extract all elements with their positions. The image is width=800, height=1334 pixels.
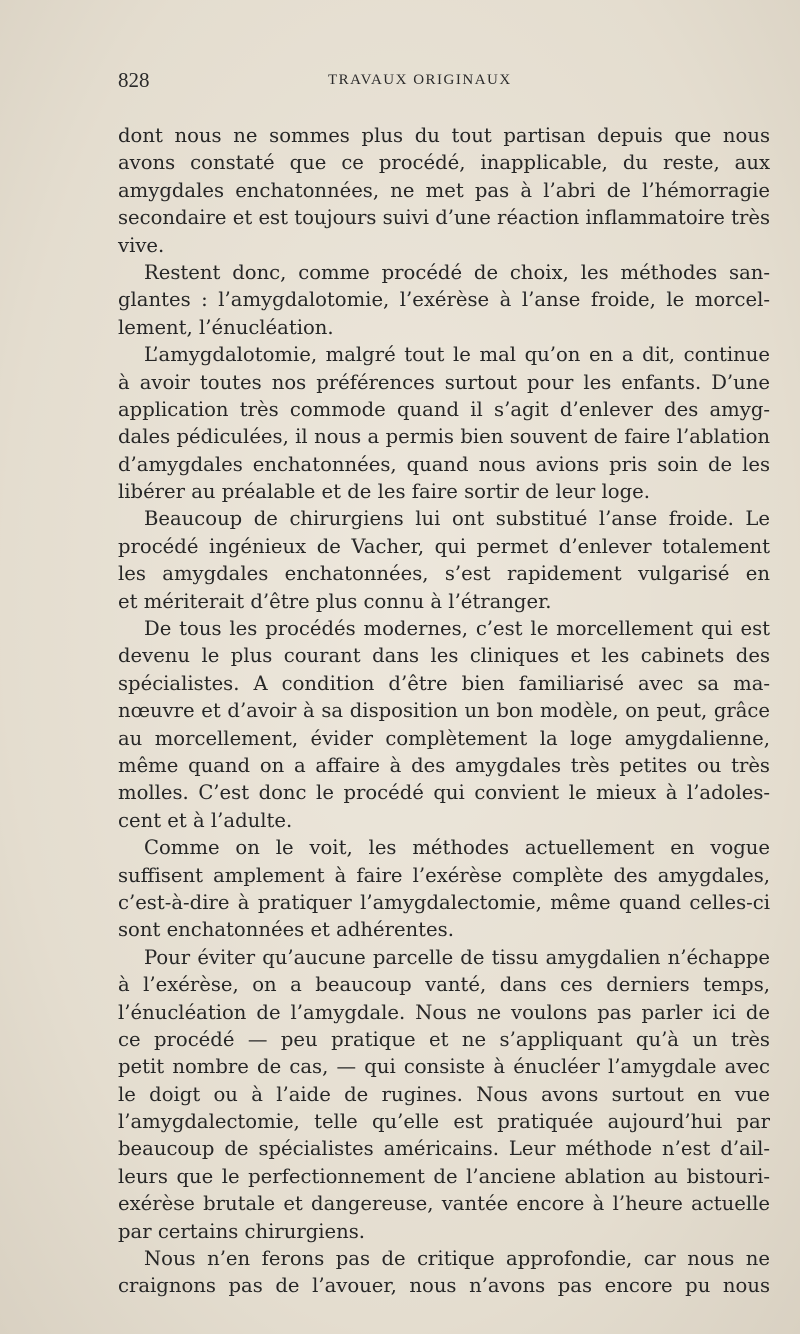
text-line: et mériterait d’être plus connu à l’étranger. xyxy=(118,589,552,613)
text-line: d’amygdales enchatonnées, quand nous avions pris soin de les xyxy=(118,452,770,476)
text-line: sont enchatonnées et adhérentes. xyxy=(118,918,454,942)
text-line: procédé ingénieux de Vacher, qui permet d’enlever totalement xyxy=(118,534,770,558)
text-line: au morcellement, évider complètement la loge amygdalienne, xyxy=(118,726,770,750)
text-line: cent et à l’adulte. xyxy=(118,808,293,832)
text-line: leurs que le perfectionnement de l’anciene ablation au bistouri- xyxy=(118,1164,770,1188)
text-line: L’amygdalotomie, malgré tout le mal qu’on en a dit, continue xyxy=(144,343,770,367)
text-line: secondaire et est toujours suivi d’une réaction inflammatoire très xyxy=(118,206,770,230)
body-text xyxy=(118,122,770,1300)
text-line: l’énucléation de l’amygdale. Nous ne voulons pas parler ici de xyxy=(118,1000,770,1024)
text-line: lement, l’énucléation. xyxy=(118,315,334,339)
text-line: les amygdales enchatonnées, s’est rapidement vulgarisé en xyxy=(118,562,770,586)
text-line: petit nombre de cas, — qui consiste à énucléer l’amygdale avec xyxy=(118,1055,770,1079)
text-line: dont nous ne sommes plus du tout partisan depuis que nous xyxy=(118,124,770,147)
text-line: Pour éviter qu’aucune parcelle de tissu amygdalien n’échappe xyxy=(144,945,770,969)
text-line: dales pédiculées, il nous a permis bien souvent de faire l’ablation xyxy=(118,425,770,449)
text-line: molles. C’est donc le procédé qui convient le mieux à l’adoles- xyxy=(118,781,770,805)
text-line: même quand on a affaire à des amygdales très petites ou très xyxy=(118,753,770,777)
text-line: exérèse brutale et dangereuse, vantée encore à l’heure actuelle xyxy=(118,1192,770,1216)
text-line: par certains chirurgiens. xyxy=(118,1219,365,1243)
text-line: spécialistes. A condition d’être bien familiarisé avec sa ma- xyxy=(118,671,770,695)
text-line: amygdales enchatonnées, ne met pas à l’abri de l’hémorragie xyxy=(118,178,770,202)
text-line: libérer au préalable et de les faire sortir de leur loge. xyxy=(118,480,650,504)
text-line: à l’exérèse, on a beaucoup vanté, dans ces derniers temps, xyxy=(118,973,770,997)
text-line: Nous n’en ferons pas de critique approfondie, car nous ne xyxy=(144,1247,770,1271)
text-line: c’est-à-dire à pratiquer l’amygdalectomie, même quand celles-ci xyxy=(118,890,770,914)
text-line: beaucoup de spécialistes américains. Leur méthode n’est d’ail- xyxy=(118,1137,770,1161)
running-title: TRAVAUX ORIGINAUX xyxy=(328,72,512,88)
text-line: application très commode quand il s’agit d’enlever des amyg- xyxy=(118,397,770,421)
text-line: l’amygdalectomie, telle qu’elle est pratiquée aujourd’hui par xyxy=(118,1110,770,1134)
text-line: à avoir toutes nos préférences surtout pour les enfants. D’une xyxy=(118,370,770,394)
text-line: De tous les procédés modernes, c’est le morcellement qui est xyxy=(144,617,770,641)
text-line: Beaucoup de chirurgiens lui ont substitué l’anse froide. Le xyxy=(144,507,770,531)
text-line: le doigt ou à l’aide de rugines. Nous avons surtout en vue xyxy=(118,1082,770,1106)
text-line: devenu le plus courant dans les cliniques et les cabinets des xyxy=(118,644,770,668)
text-line: Restent donc, comme procédé de choix, les méthodes san- xyxy=(144,260,770,284)
text-line: suffisent amplement à faire l’exérèse complète des amygdales, xyxy=(118,863,770,887)
text-line: ce procédé — peu pratique et ne s’appliquant qu’à un très xyxy=(118,1027,770,1051)
page-number: 828 xyxy=(118,68,150,92)
text-line: craignons pas de l’avouer, nous n’avons pas encore pu nous xyxy=(118,1274,770,1298)
page-header xyxy=(118,68,768,98)
text-line: Comme on le voit, les méthodes actuellement en vogue xyxy=(144,836,770,860)
text-line: vive. xyxy=(118,233,165,257)
text-line: avons constaté que ce procédé, inapplicable, du reste, aux xyxy=(118,151,770,175)
text-line: nœuvre et d’avoir à sa disposition un bon modèle, on peut, grâce xyxy=(118,699,770,723)
text-line: glantes : l’amygdalotomie, l’exérèse à l’anse froide, le morcel- xyxy=(118,288,770,312)
